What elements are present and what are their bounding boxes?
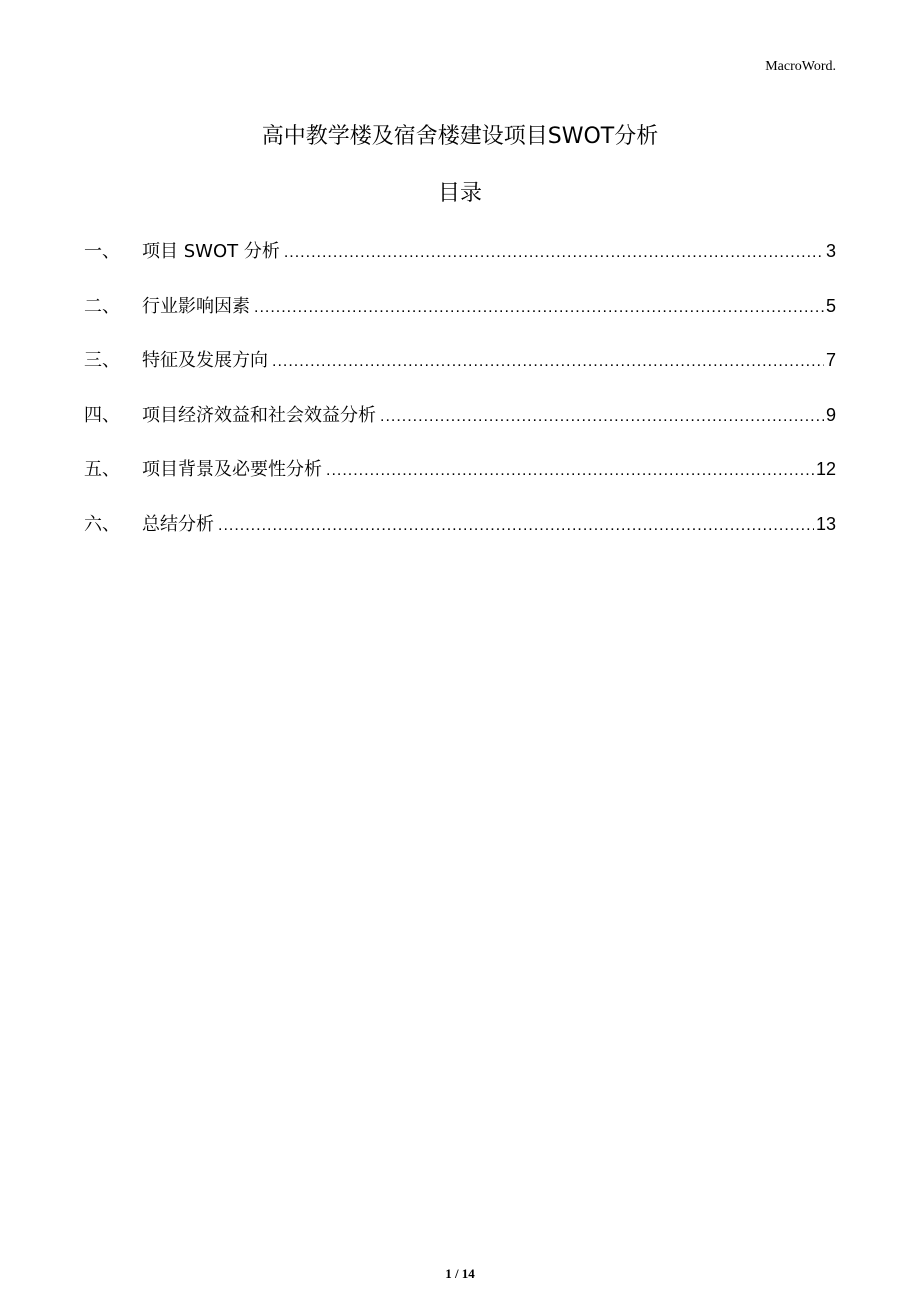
toc-heading: 目录 [437, 181, 482, 206]
toc-entry-title: 行业影响因素 [142, 295, 250, 317]
toc-entry-page: 9 [825, 404, 836, 425]
toc-entry-number: 一、 [84, 241, 120, 262]
toc-dot-leader [272, 344, 824, 380]
toc-entry-page: 5 [825, 295, 836, 316]
toc-entry-page: 12 [815, 459, 836, 479]
toc-entry[interactable] [84, 288, 836, 343]
toc-dot-leader [254, 290, 824, 326]
toc-entry-number: 二、 [84, 295, 120, 317]
toc-entry-number: 四、 [84, 404, 120, 426]
toc-entry[interactable] [84, 397, 836, 452]
toc-entry-title: 项目背景及必要性分析 [142, 459, 322, 480]
page-indicator: 1 / 14 [445, 1266, 475, 1281]
toc-entry-page: 7 [825, 350, 836, 370]
toc-entry-title: 项目经济效益和社会效益分析 [142, 404, 376, 426]
toc-entry-title: 项目 SWOT 分析 [142, 241, 280, 262]
toc-dot-leader [218, 508, 814, 544]
toc-entry[interactable] [84, 342, 836, 397]
document-title: 高中教学楼及宿舍楼建设项目SWOT分析 [261, 124, 659, 149]
toc-entry-title: 总结分析 [142, 513, 214, 535]
toc-entry-number: 三、 [84, 350, 120, 371]
toc-dot-leader [380, 399, 824, 435]
toc-dot-leader [326, 453, 814, 489]
toc-entry[interactable] [84, 506, 836, 561]
toc-entry-page: 3 [825, 241, 836, 261]
header-mark: MacroWord. [765, 59, 836, 74]
table-of-contents [84, 233, 836, 560]
toc-entry-number: 五、 [84, 459, 120, 480]
toc-entry[interactable] [84, 451, 836, 506]
toc-dot-leader [284, 235, 824, 271]
toc-entry-title: 特征及发展方向 [142, 350, 268, 371]
toc-entry-number: 六、 [84, 513, 120, 535]
toc-entry[interactable] [84, 233, 836, 288]
toc-entry-page: 13 [815, 513, 836, 534]
